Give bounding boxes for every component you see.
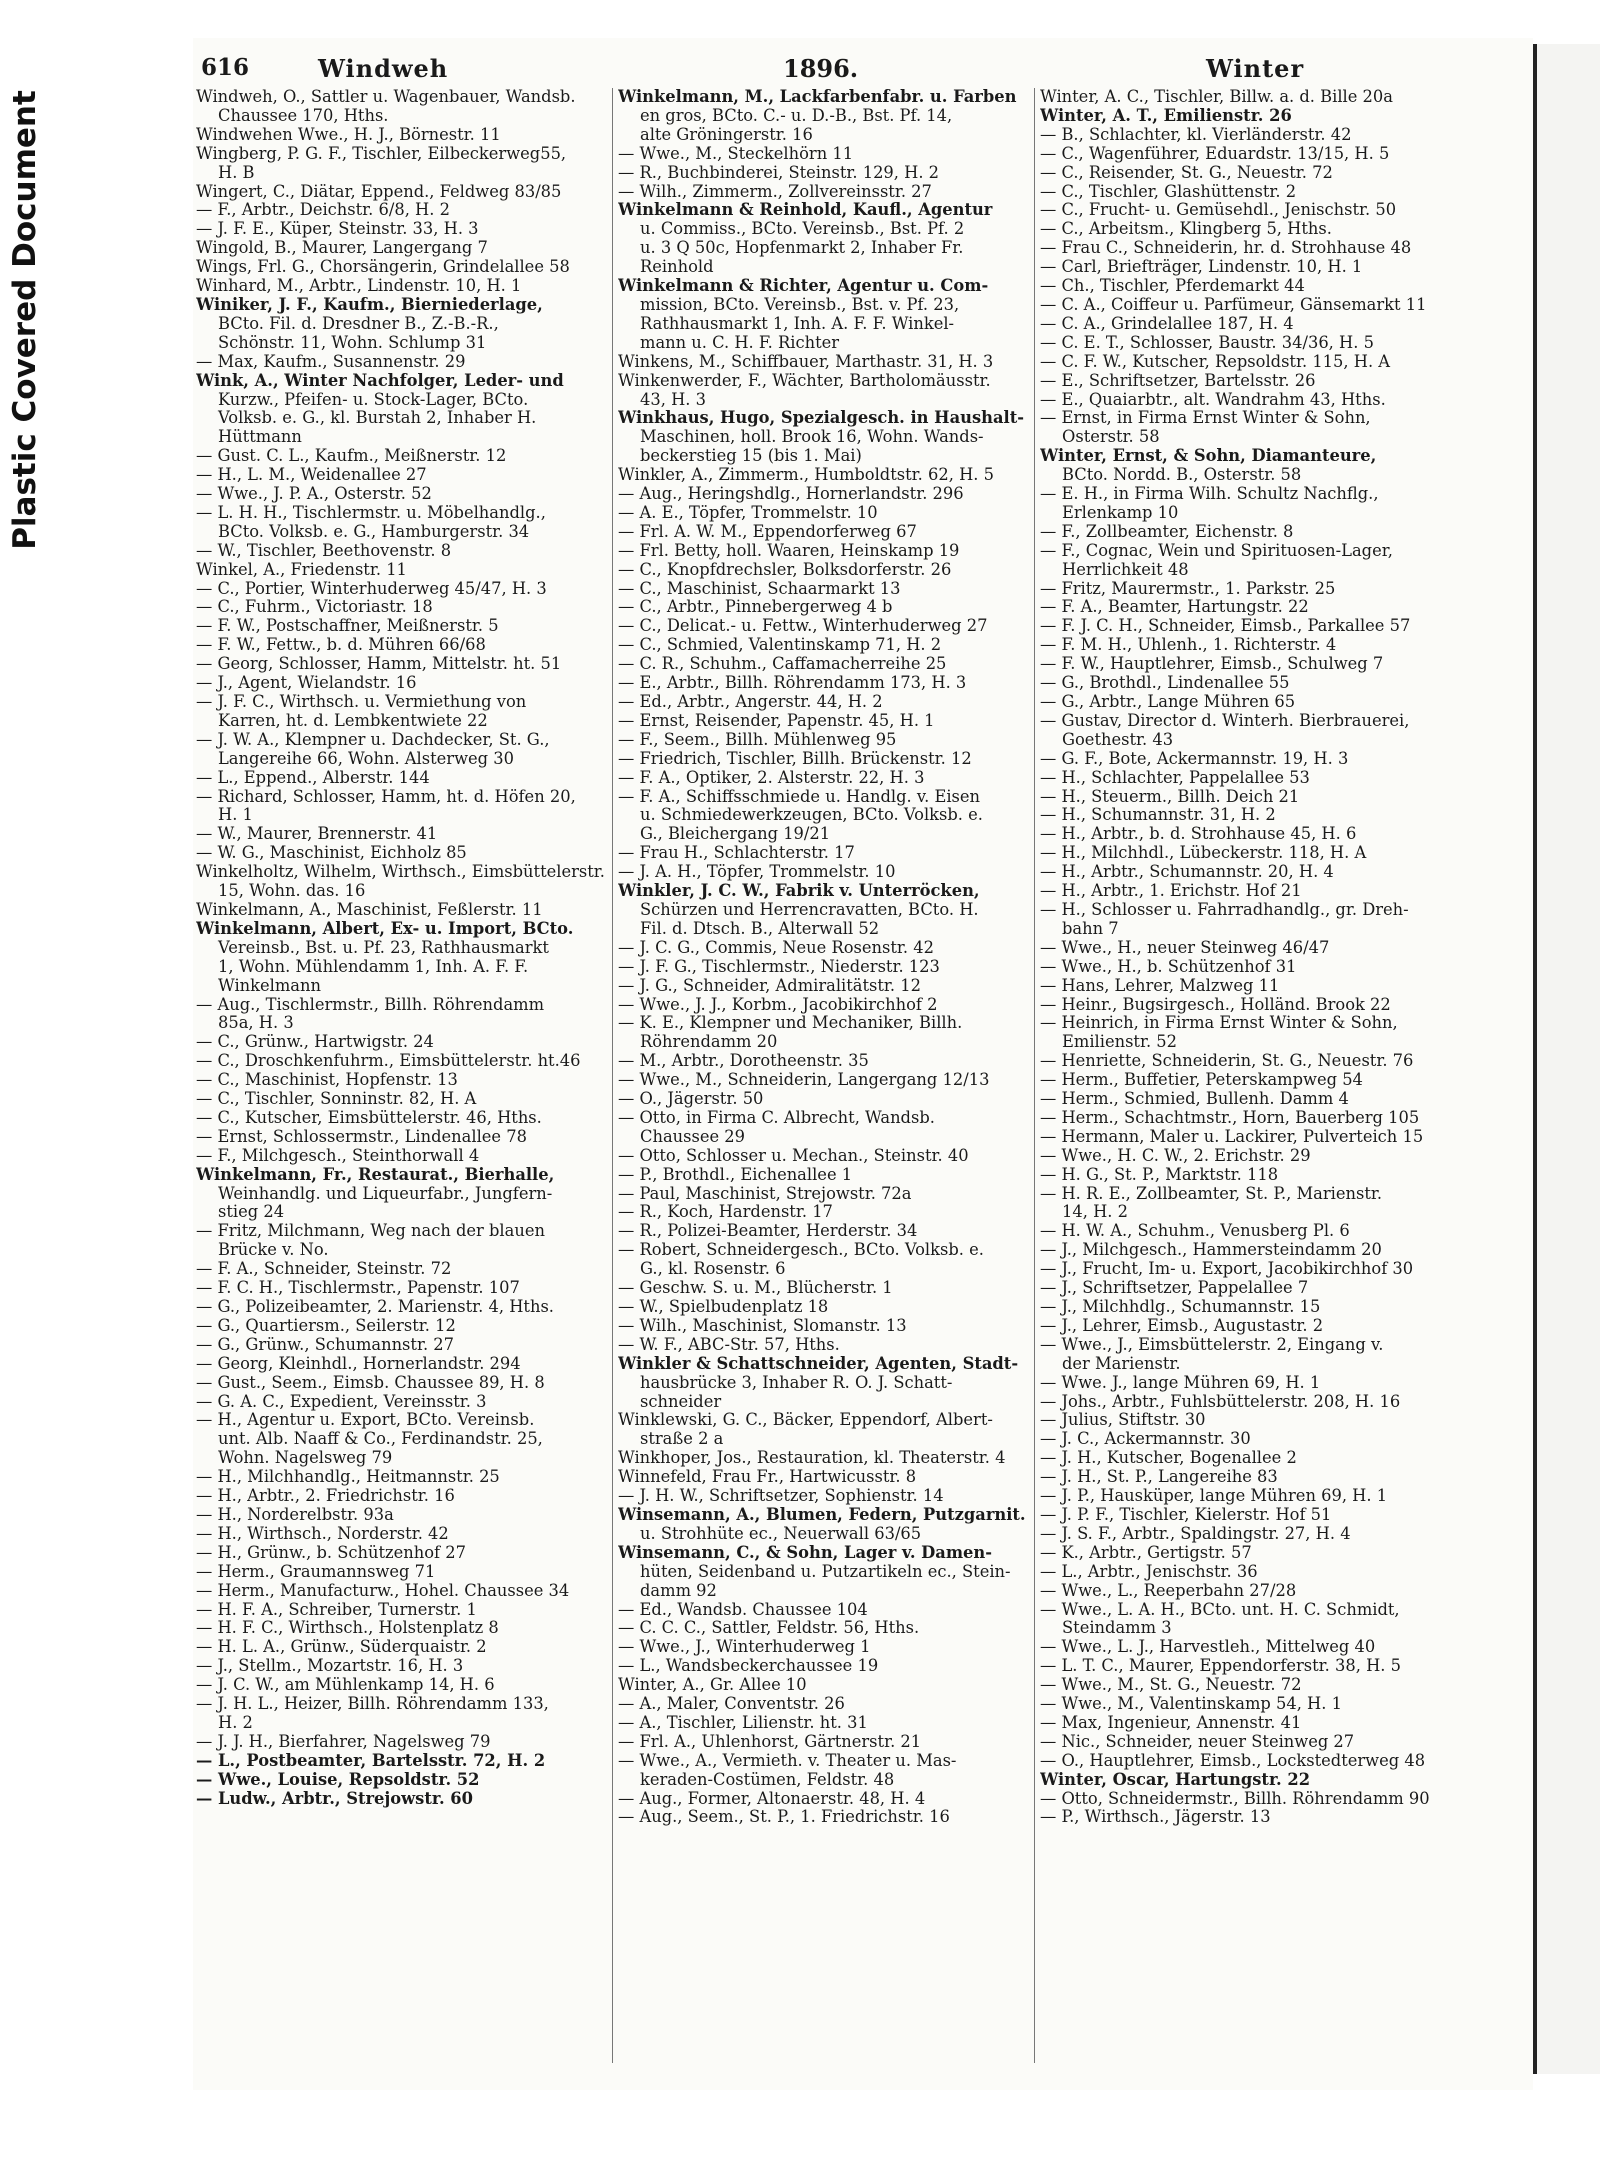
directory-entry-line: Winklewski, G. C., Bäcker, Eppendorf, Albert- bbox=[618, 1411, 993, 1430]
directory-entry-line: BCto. Volksb. e. G., Hamburgerstr. 34 bbox=[218, 522, 530, 541]
directory-entry-line: Winkelmann, A., Maschinist, Feßlerstr. 11 bbox=[196, 900, 543, 919]
directory-entry-line: — Wwe., M., St. G., Neuestr. 72 bbox=[1040, 1676, 1302, 1695]
directory-entry-line: — F. A., Schiffsschmiede u. Handlg. v. Eisen bbox=[618, 787, 981, 806]
directory-entry-line: Steindamm 3 bbox=[1062, 1619, 1172, 1638]
directory-entry-line: — H., Norderelbstr. 93a bbox=[196, 1505, 394, 1524]
directory-entry-line: — J., Agent, Wielandstr. 16 bbox=[196, 674, 417, 693]
directory-entry-line: Winter, Oscar, Hartungstr. 22 bbox=[1040, 1770, 1311, 1789]
directory-entry-line: — Heinr., Bugsirgesch., Holländ. Brook 22 bbox=[1040, 995, 1391, 1014]
directory-entry-line: — Hans, Lehrer, Malzweg 11 bbox=[1040, 976, 1280, 995]
directory-entry-line: — Aug., Heringshdlg., Hornerlandstr. 296 bbox=[618, 485, 964, 504]
directory-entry-line: — R., Koch, Hardenstr. 17 bbox=[618, 1203, 833, 1222]
directory-entry-line: — C., Grünw., Hartwigstr. 24 bbox=[196, 1033, 434, 1052]
directory-entry-line: — Frl. A., Uhlenhorst, Gärtnerstr. 21 bbox=[618, 1732, 922, 1751]
directory-entry-line: — Ernst, in Firma Ernst Winter & Sohn, bbox=[1040, 409, 1371, 428]
directory-column-2 bbox=[618, 88, 1028, 2078]
directory-entry-line: H. B bbox=[218, 163, 255, 182]
directory-entry-line: — C., Maschinist, Schaarmarkt 13 bbox=[618, 579, 901, 598]
directory-entry-line: — W., Spielbudenplatz 18 bbox=[618, 1298, 829, 1316]
directory-entry-line: Chaussee 29 bbox=[640, 1127, 746, 1146]
directory-entry-line: mann u. C. H. F. Richter bbox=[640, 333, 840, 352]
directory-entry-line: damm 92 bbox=[640, 1581, 717, 1600]
directory-entry-line: 1, Wohn. Mühlendamm 1, Inh. A. F. F. bbox=[218, 957, 529, 976]
directory-entry-line: Winnefeld, Frau Fr., Hartwicusstr. 8 bbox=[618, 1468, 917, 1487]
directory-entry-line: — Paul, Maschinist, Strejowstr. 72a bbox=[618, 1184, 912, 1203]
directory-entry-line: — Richard, Schlosser, Hamm, ht. d. Höfen 20, bbox=[196, 787, 576, 806]
directory-entry-line: Wink, A., Winter Nachfolger, Leder- und bbox=[196, 371, 564, 390]
directory-entry-line: — C. A., Grindelallee 187, H. 4 bbox=[1040, 314, 1294, 333]
directory-entry-line: — Fritz, Milchmann, Weg nach der blauen bbox=[196, 1222, 545, 1241]
directory-entry-line: — Frl. A. W. M., Eppendorferweg 67 bbox=[618, 522, 917, 541]
directory-entry-line: — Wilh., Zimmerm., Zollvereinsstr. 27 bbox=[618, 182, 932, 201]
directory-entry-line: Hüttmann bbox=[218, 428, 302, 447]
directory-entry-line: — J. H., St. P., Langereihe 83 bbox=[1040, 1468, 1278, 1487]
directory-entry-line: — C., Portier, Winterhuderweg 45/47, H. 3 bbox=[196, 579, 547, 598]
directory-entry-line: — L. T. C., Maurer, Eppendorferstr. 38, H. 5 bbox=[1040, 1657, 1401, 1676]
directory-entry-line: — K. E., Klempner und Mechaniker, Billh. bbox=[618, 1014, 963, 1033]
directory-entry-line: — H., Schlosser u. Fahrradhandlg., gr. Dreh- bbox=[1040, 900, 1409, 919]
directory-entry-line: Fil. d. Dtsch. B., Alterwall 52 bbox=[640, 919, 880, 938]
directory-entry-line: — C., Droschkenfuhrm., Eimsbüttelerstr. ht.46 bbox=[196, 1052, 581, 1071]
directory-entry-line: — J. C. G., Commis, Neue Rosenstr. 42 bbox=[618, 938, 934, 957]
directory-entry-line: — Wwe., L., Reeperbahn 27/28 bbox=[1040, 1581, 1297, 1600]
directory-entry-line: BCto. Fil. d. Dresdner B., Z.-B.-R., bbox=[218, 314, 499, 333]
directory-entry-line: — H. L. A., Grünw., Süderquaistr. 2 bbox=[196, 1638, 487, 1657]
directory-entry-line: Winiker, J. F., Kaufm., Bierniederlage, bbox=[196, 295, 543, 314]
directory-entry-line: Herrlichkeit 48 bbox=[1062, 560, 1189, 579]
directory-entry-line: — Herm., Buffetier, Peterskampweg 54 bbox=[1040, 1071, 1363, 1090]
directory-entry-line: — L. H. H., Tischlermstr. u. Möbelhandlg., bbox=[196, 503, 546, 522]
directory-entry-line: — H. R. E., Zollbeamter, St. P., Marienstr. bbox=[1040, 1184, 1383, 1203]
directory-entry-line: — J. G., Schneider, Admiralitätstr. 12 bbox=[618, 976, 921, 995]
directory-entry-line: — F., Arbtr., Deichstr. 6/8, H. 2 bbox=[196, 201, 450, 220]
directory-entry-line: — G., Quartiersm., Seilerstr. 12 bbox=[196, 1316, 456, 1335]
page-number: 616 bbox=[201, 54, 250, 81]
facing-page-margin bbox=[1537, 44, 1600, 2074]
directory-entry-line: — Fritz, Maurermstr., 1. Parkstr. 25 bbox=[1040, 579, 1336, 598]
directory-entry-line: — H., Milchhandlg., Heitmannstr. 25 bbox=[196, 1468, 500, 1487]
directory-entry-line: — F., Seem., Billh. Mühlenweg 95 bbox=[618, 730, 897, 749]
directory-entry-line: Vereinsb., Bst. u. Pf. 23, Rathhausmarkt bbox=[218, 938, 549, 957]
directory-entry-line: G., kl. Rosenstr. 6 bbox=[640, 1260, 786, 1279]
directory-entry-line: — Wwe., J. P. A., Osterstr. 52 bbox=[196, 485, 432, 504]
directory-entry-line: — J. H. L., Heizer, Billh. Röhrendamm 133, bbox=[196, 1695, 549, 1714]
directory-entry-line: — W., Tischler, Beethovenstr. 8 bbox=[196, 541, 452, 560]
side-label-text: Plastic Covered Document bbox=[7, 90, 43, 550]
directory-entry-line: — E., Quaiarbtr., alt. Wandrahm 43, Hths. bbox=[1040, 390, 1386, 409]
directory-entry-line: — J. C., Ackermannstr. 30 bbox=[1040, 1430, 1251, 1449]
directory-entry-line: — F., Milchgesch., Steinthorwall 4 bbox=[196, 1146, 480, 1165]
directory-entry-line: Schürzen und Herrencravatten, BCto. H. bbox=[640, 900, 979, 919]
directory-entry-line: Winsemann, C., & Sohn, Lager v. Damen- bbox=[618, 1543, 992, 1562]
directory-entry-line: — Gustav, Director d. Winterh. Bierbrauerei, bbox=[1040, 711, 1410, 730]
directory-entry-line: — E., Schriftsetzer, Bartelsstr. 26 bbox=[1040, 371, 1316, 390]
directory-entry-line: — Gust., Seem., Eimsb. Chaussee 89, H. 8 bbox=[196, 1373, 545, 1392]
directory-entry-line: — W. F., ABC-Str. 57, Hths. bbox=[618, 1335, 840, 1354]
directory-entry-line: — J. S. F., Arbtr., Spaldingstr. 27, H. 4 bbox=[1040, 1524, 1351, 1543]
directory-entry-line: — C. F. W., Kutscher, Repsoldstr. 115, H. A bbox=[1040, 352, 1391, 371]
directory-entry-line: — G. A. C., Expedient, Vereinsstr. 3 bbox=[196, 1392, 487, 1411]
directory-entry-line: — Friedrich, Tischler, Billh. Brückenstr. 12 bbox=[618, 749, 972, 768]
directory-column-1 bbox=[196, 88, 606, 2078]
directory-entry-line: — Wwe., L. A. H., BCto. unt. H. C. Schmidt, bbox=[1040, 1600, 1400, 1619]
directory-entry-line: — Wwe., J., Eimsbüttelerstr. 2, Eingang v. bbox=[1040, 1335, 1384, 1354]
directory-entry-line: 14, H. 2 bbox=[1062, 1203, 1128, 1222]
directory-entry-line: Weinhandlg. und Liqueurfabr., Jungfern- bbox=[218, 1184, 553, 1203]
directory-entry-line: Winter, A., Gr. Allee 10 bbox=[618, 1676, 807, 1695]
directory-entry-line: — J. P. F., Tischler, Kielerstr. Hof 51 bbox=[1040, 1505, 1332, 1524]
directory-entry-line: — Wwe., M., Valentinskamp 54, H. 1 bbox=[1040, 1695, 1342, 1714]
directory-entry-line: — J. W. A., Klempner u. Dachdecker, St. G., bbox=[196, 730, 550, 749]
directory-entry-line: — Wwe., Louise, Repsoldstr. 52 bbox=[196, 1770, 480, 1789]
directory-entry-line: — R., Polizei-Beamter, Herderstr. 34 bbox=[618, 1222, 918, 1241]
directory-entry-line: — A., Maler, Conventstr. 26 bbox=[618, 1695, 845, 1714]
directory-entry-line: beckerstieg 15 (bis 1. Mai) bbox=[640, 447, 862, 466]
directory-entry-line: — C. E. T., Schlosser, Baustr. 34/36, H. 5 bbox=[1040, 333, 1374, 352]
directory-entry-line: — C., Frucht- u. Gemüsehdl., Jenischstr. 50 bbox=[1040, 201, 1397, 220]
directory-entry-line: straße 2 a bbox=[640, 1430, 724, 1449]
directory-entry-line: Winkelmann & Reinhold, Kaufl., Agentur bbox=[618, 201, 993, 220]
directory-entry-line: — C., Reisender, St. G., Neuestr. 72 bbox=[1040, 163, 1333, 182]
directory-entry-line: — F. W., Postschaffner, Meißnerstr. 5 bbox=[196, 617, 499, 636]
directory-entry-line: — Robert, Schneidergesch., BCto. Volksb. e. bbox=[618, 1241, 984, 1260]
directory-entry-line: — Aug., Tischlermstr., Billh. Röhrendamm bbox=[196, 995, 545, 1014]
directory-entry-line: — E. H., in Firma Wilh. Schultz Nachflg., bbox=[1040, 485, 1379, 504]
directory-entry-line: — Ed., Arbtr., Angerstr. 44, H. 2 bbox=[618, 693, 883, 711]
directory-entry-line: u. Strohhüte ec., Neuerwall 63/65 bbox=[640, 1524, 922, 1543]
directory-entry-line: — W. G., Maschinist, Eichholz 85 bbox=[196, 844, 467, 863]
directory-entry-line: — C., Arbtr., Pinnebergerweg 4 b bbox=[618, 598, 893, 617]
directory-entry-line: — F. A., Beamter, Hartungstr. 22 bbox=[1040, 598, 1309, 617]
directory-entry-line: — H., Agentur u. Export, BCto. Vereinsb. bbox=[196, 1411, 535, 1430]
directory-entry-line: — J., Schriftsetzer, Pappelallee 7 bbox=[1040, 1279, 1309, 1298]
directory-entry-line: Winkenwerder, F., Wächter, Bartholomäusstr. bbox=[618, 371, 991, 390]
header-catchword-left: Windweh bbox=[318, 54, 449, 83]
directory-entry-line: Kurzw., Pfeifen- u. Stock-Lager, BCto. bbox=[218, 390, 529, 409]
directory-entry-line: — J., Milchhdlg., Schumannstr. 15 bbox=[1040, 1298, 1321, 1316]
directory-entry-line: Winkelmann, Albert, Ex- u. Import, BCto. bbox=[196, 919, 574, 938]
directory-entry-line: Winhard, M., Arbtr., Lindenstr. 10, H. 1 bbox=[196, 277, 522, 296]
directory-entry-line: Volksb. e. G., kl. Burstah 2, Inhaber H. bbox=[218, 409, 537, 428]
directory-entry-line: Winkens, M., Schiffbauer, Marthastr. 31, H. 3 bbox=[618, 352, 994, 371]
directory-entry-line: — H., Schumannstr. 31, H. 2 bbox=[1040, 806, 1276, 825]
directory-entry-line: — Hermann, Maler u. Lackirer, Pulverteich 15 bbox=[1040, 1127, 1424, 1146]
directory-entry-line: 15, Wohn. das. 16 bbox=[218, 882, 366, 901]
directory-entry-line: — M., Arbtr., Dorotheenstr. 35 bbox=[618, 1052, 869, 1071]
directory-entry-line: — Henriette, Schneiderin, St. G., Neuestr. 76 bbox=[1040, 1052, 1414, 1071]
directory-entry-line: — J., Frucht, Im- u. Export, Jacobikirchhof 30 bbox=[1040, 1260, 1414, 1279]
directory-entry-line: — Max, Ingenieur, Annenstr. 41 bbox=[1040, 1713, 1302, 1732]
directory-entry-line: en gros, BCto. C.- u. D.-B., Bst. Pf. 14, bbox=[640, 106, 953, 125]
directory-entry-line: 43, H. 3 bbox=[640, 390, 706, 409]
directory-entry-line: — H., Arbtr., 2. Friedrichstr. 16 bbox=[196, 1487, 455, 1506]
directory-entry-line: — P., Wirthsch., Jägerstr. 13 bbox=[1040, 1808, 1271, 1827]
directory-entry-line: — Julius, Stiftstr. 30 bbox=[1040, 1411, 1206, 1430]
directory-entry-line: — J. F. G., Tischlermstr., Niederstr. 123 bbox=[618, 957, 940, 976]
directory-entry-line: H. 2 bbox=[218, 1713, 253, 1732]
directory-entry-line: — G. F., Bote, Ackermannstr. 19, H. 3 bbox=[1040, 749, 1349, 768]
directory-entry-line: Wohn. Nagelsweg 79 bbox=[218, 1449, 393, 1468]
directory-entry-line: — G., Brothdl., Lindenallee 55 bbox=[1040, 674, 1290, 693]
directory-entry-line: — F., Cognac, Wein und Spirituosen-Lager, bbox=[1040, 541, 1393, 560]
directory-entry-line: — Wwe., L. J., Harvestleh., Mittelweg 40 bbox=[1040, 1638, 1376, 1657]
header-catchword-right: Winter bbox=[1206, 54, 1305, 83]
directory-entry-line: — H., Grünw., b. Schützenhof 27 bbox=[196, 1543, 466, 1562]
directory-entry-line: hausbrücke 3, Inhaber R. O. J. Schatt- bbox=[640, 1373, 953, 1392]
directory-entry-line: Winter, Ernst, & Sohn, Diamanteure, bbox=[1040, 447, 1377, 466]
directory-entry-line: — Herm., Manufacturw., Hohel. Chaussee 34 bbox=[196, 1581, 570, 1600]
directory-entry-line: — Heinrich, in Firma Ernst Winter & Sohn, bbox=[1040, 1014, 1398, 1033]
directory-entry-line: — Wwe., H., b. Schützenhof 31 bbox=[1040, 957, 1297, 976]
directory-entry-line: — Wwe., M., Schneiderin, Langergang 12/13 bbox=[618, 1071, 990, 1090]
directory-entry-line: — Wilh., Maschinist, Slomanstr. 13 bbox=[618, 1316, 907, 1335]
directory-entry-line: — J. P., Hausküper, lange Mühren 69, H. 1 bbox=[1040, 1487, 1388, 1506]
directory-entry-line: bahn 7 bbox=[1062, 919, 1119, 938]
directory-entry-line: Winkhoper, Jos., Restauration, kl. Theaterstr. 4 bbox=[618, 1449, 1006, 1468]
directory-entry-line: — O., Jägerstr. 50 bbox=[618, 1090, 764, 1109]
directory-entry-line: Winter, A. C., Tischler, Billw. a. d. Bille 20a bbox=[1040, 88, 1393, 106]
directory-entry-line: Winkelmann, Fr., Restaurat., Bierhalle, bbox=[196, 1165, 555, 1184]
directory-entry-line: — K., Arbtr., Gertigstr. 57 bbox=[1040, 1543, 1252, 1562]
directory-entry-line: — G., Polizeibeamter, 2. Marienstr. 4, Hths. bbox=[196, 1298, 554, 1316]
directory-entry-line: — Gust. C. L., Kaufm., Meißnerstr. 12 bbox=[196, 447, 507, 466]
directory-entry-line: — J. H. W., Schriftsetzer, Sophienstr. 14 bbox=[618, 1487, 944, 1506]
directory-entry-line: Winsemann, A., Blumen, Federn, Putzgarnit. bbox=[618, 1505, 1026, 1524]
directory-entry-line: Emilienstr. 52 bbox=[1062, 1033, 1178, 1052]
directory-entry-line: — C., Knopfdrechsler, Bolksdorferstr. 26 bbox=[618, 560, 952, 579]
directory-entry-line: — Ed., Wandsb. Chaussee 104 bbox=[618, 1600, 868, 1619]
directory-entry-line: BCto. Nordd. B., Osterstr. 58 bbox=[1062, 466, 1302, 485]
directory-entry-line: — G., Arbtr., Lange Mühren 65 bbox=[1040, 693, 1296, 711]
directory-entry-line: Wingold, B., Maurer, Langergang 7 bbox=[196, 239, 488, 258]
directory-entry-line: — H., L. M., Weidenallee 27 bbox=[196, 466, 427, 485]
directory-entry-line: — Frl. Betty, holl. Waaren, Heinskamp 19 bbox=[618, 541, 960, 560]
directory-entry-line: Windwehen Wwe., H. J., Börnestr. 11 bbox=[196, 125, 501, 144]
directory-entry-line: — Wwe., M., Steckelhörn 11 bbox=[618, 144, 854, 163]
directory-entry-line: — Wwe., H., neuer Steinweg 46/47 bbox=[1040, 938, 1330, 957]
directory-entry-line: — P., Brothdl., Eichenallee 1 bbox=[618, 1165, 853, 1184]
directory-entry-line: unt. Alb. Naaff & Co., Ferdinandstr. 25, bbox=[218, 1430, 543, 1449]
directory-entry-line: — C., Maschinist, Hopfenstr. 13 bbox=[196, 1071, 458, 1090]
directory-entry-line: Winkelmann & Richter, Agentur u. Com- bbox=[618, 277, 989, 296]
directory-entry-line: Reinhold bbox=[640, 258, 714, 277]
directory-entry-line: mission, BCto. Vereinsb., Bst. v. Pf. 23, bbox=[640, 295, 960, 314]
directory-entry-line: — A. E., Töpfer, Trommelstr. 10 bbox=[618, 503, 878, 522]
directory-entry-line: — Herm., Schachtmstr., Horn, Bauerberg 105 bbox=[1040, 1108, 1420, 1127]
directory-entry-line: — H. F. A., Schreiber, Turnerstr. 1 bbox=[196, 1600, 477, 1619]
directory-entry-line: schneider bbox=[640, 1392, 722, 1411]
directory-entry-line: — Otto, Schneidermstr., Billh. Röhrendamm 90 bbox=[1040, 1789, 1430, 1808]
directory-entry-line: Rathhausmarkt 1, Inh. A. F. F. Winkel- bbox=[640, 314, 955, 333]
directory-entry-line: — Georg, Schlosser, Hamm, Mittelstr. ht. 51 bbox=[196, 655, 562, 674]
directory-entry-line: Winkelmann bbox=[218, 976, 321, 995]
directory-entry-line: Winkelholtz, Wilhelm, Wirthsch., Eimsbüttelerstr. bbox=[196, 863, 605, 882]
directory-entry-line: Wingert, C., Diätar, Eppend., Feldweg 83/85 bbox=[196, 182, 562, 201]
directory-entry-line: — Max, Kaufm., Susannenstr. 29 bbox=[196, 352, 466, 371]
directory-entry-line: Wingberg, P. G. F., Tischler, Eilbeckerweg55, bbox=[196, 144, 567, 163]
directory-entry-line: stieg 24 bbox=[218, 1203, 285, 1222]
directory-entry-line: Schönstr. 11, Wohn. Schlump 31 bbox=[218, 333, 487, 352]
directory-entry-line: — Wwe., J., Winterhuderweg 1 bbox=[618, 1638, 871, 1657]
directory-entry-line: — J. H., Kutscher, Bogenallee 2 bbox=[1040, 1449, 1297, 1468]
directory-entry-line: H. 1 bbox=[218, 806, 253, 825]
directory-entry-line: Windweh, O., Sattler u. Wagenbauer, Wandsb. bbox=[196, 88, 576, 106]
directory-entry-line: — J., Milchgesch., Hammersteindamm 20 bbox=[1040, 1241, 1382, 1260]
directory-entry-line: — J. A. H., Töpfer, Trommelstr. 10 bbox=[618, 863, 896, 882]
directory-entry-line: Winkler, J. C. W., Fabrik v. Unterröcken, bbox=[618, 882, 980, 901]
directory-entry-line: — H., Arbtr., 1. Erichstr. Hof 21 bbox=[1040, 882, 1302, 901]
directory-entry-line: keraden-Costümen, Feldstr. 48 bbox=[640, 1770, 895, 1789]
directory-entry-line: — Johs., Arbtr., Fuhlsbüttelerstr. 208, H. 16 bbox=[1040, 1392, 1401, 1411]
directory-entry-line: — H., Steuerm., Billh. Deich 21 bbox=[1040, 787, 1300, 806]
directory-entry-line: — Aug., Former, Altonaerstr. 48, H. 4 bbox=[618, 1789, 926, 1808]
directory-entry-line: Langereihe 66, Wohn. Alsterweg 30 bbox=[218, 749, 514, 768]
directory-entry-line: — J., Lehrer, Eimsb., Augustastr. 2 bbox=[1040, 1316, 1324, 1335]
directory-entry-line: Röhrendamm 20 bbox=[640, 1033, 778, 1052]
directory-entry-line: — C. C. C., Sattler, Feldstr. 56, Hths. bbox=[618, 1619, 920, 1638]
directory-entry-line: — J. C. W., am Mühlenkamp 14, H. 6 bbox=[196, 1676, 495, 1695]
directory-entry-line: — F. A., Optiker, 2. Alsterstr. 22, H. 3 bbox=[618, 768, 925, 787]
directory-entry-line: — H. W. A., Schuhm., Venusberg Pl. 6 bbox=[1040, 1222, 1350, 1241]
directory-entry-line: — C., Delicat.- u. Fettw., Winterhuderweg 27 bbox=[618, 617, 988, 636]
directory-entry-line: — Ernst, Reisender, Papenstr. 45, H. 1 bbox=[618, 711, 935, 730]
directory-entry-line: — J. J. H., Bierfahrer, Nagelsweg 79 bbox=[196, 1732, 491, 1751]
directory-entry-line: alte Gröningerstr. 16 bbox=[640, 125, 813, 144]
directory-entry-line: Winkelmann, M., Lackfarbenfabr. u. Farben bbox=[618, 88, 1017, 106]
directory-entry-line: — J., Stellm., Mozartstr. 16, H. 3 bbox=[196, 1657, 464, 1676]
directory-entry-line: — C., Wagenführer, Eduardstr. 13/15, H. 5 bbox=[1040, 144, 1390, 163]
directory-entry-line: — C. A., Coiffeur u. Parfümeur, Gänsemarkt 11 bbox=[1040, 295, 1427, 314]
directory-entry-line: — F. M. H., Uhlenh., 1. Richterstr. 4 bbox=[1040, 636, 1337, 655]
directory-entry-line: — Geschw. S. u. M., Blücherstr. 1 bbox=[618, 1279, 893, 1298]
directory-entry-line: — B., Schlachter, kl. Vierländerstr. 42 bbox=[1040, 125, 1352, 144]
directory-entry-line: Winkel, A., Friedenstr. 11 bbox=[196, 560, 407, 579]
directory-entry-line: Winter, A. T., Emilienstr. 26 bbox=[1040, 106, 1292, 125]
directory-entry-line: — Wwe. J., lange Mühren 69, H. 1 bbox=[1040, 1373, 1321, 1392]
directory-entry-line: — Ludw., Arbtr., Strejowstr. 60 bbox=[196, 1789, 473, 1808]
directory-entry-line: Goethestr. 43 bbox=[1062, 730, 1174, 749]
directory-entry-line: — L., Eppend., Alberstr. 144 bbox=[196, 768, 430, 787]
directory-entry-line: Brücke v. No. bbox=[218, 1241, 329, 1260]
directory-entry-line: Winkhaus, Hugo, Spezialgesch. in Haushalt- bbox=[618, 409, 1024, 428]
directory-entry-line: — Otto, Schlosser u. Mechan., Steinstr. 40 bbox=[618, 1146, 969, 1165]
directory-entry-line: — O., Hauptlehrer, Eimsb., Lockstedterweg 48 bbox=[1040, 1751, 1426, 1770]
directory-entry-line: — F. J. C. H., Schneider, Eimsb., Parkallee 57 bbox=[1040, 617, 1411, 636]
directory-entry-line: Maschinen, holl. Brook 16, Wohn. Wands- bbox=[640, 428, 984, 447]
directory-entry-line: — R., Buchbinderei, Steinstr. 129, H. 2 bbox=[618, 163, 940, 182]
directory-entry-line: — C., Fuhrm., Victoriastr. 18 bbox=[196, 598, 433, 617]
directory-entry-line: — H., Schlachter, Pappelallee 53 bbox=[1040, 768, 1310, 787]
directory-entry-line: Wings, Frl. G., Chorsängerin, Grindelallee 58 bbox=[196, 258, 570, 277]
directory-entry-line: — F. A., Schneider, Steinstr. 72 bbox=[196, 1260, 452, 1279]
directory-entry-line: — H., Wirthsch., Norderstr. 42 bbox=[196, 1524, 449, 1543]
directory-entry-line: Karren, ht. d. Lembkentwiete 22 bbox=[218, 711, 488, 730]
directory-entry-line: u. Schmiedewerkzeugen, BCto. Volksb. e. bbox=[640, 806, 983, 825]
directory-entry-line: — Frau H., Schlachterstr. 17 bbox=[618, 844, 855, 863]
directory-entry-line: — C., Schmied, Valentinskamp 71, H. 2 bbox=[618, 636, 942, 655]
directory-entry-line: — Herm., Graumannsweg 71 bbox=[196, 1562, 436, 1581]
directory-entry-line: — C., Tischler, Glashüttenstr. 2 bbox=[1040, 182, 1297, 201]
directory-entry-line: — J. F. E., Küper, Steinstr. 33, H. 3 bbox=[196, 220, 479, 239]
directory-entry-line: G., Bleichergang 19/21 bbox=[640, 825, 831, 844]
directory-entry-line: — F., Zollbeamter, Eichenstr. 8 bbox=[1040, 522, 1294, 541]
directory-entry-line: — Nic., Schneider, neuer Steinweg 27 bbox=[1040, 1732, 1355, 1751]
directory-entry-line: Osterstr. 58 bbox=[1062, 428, 1160, 447]
directory-entry-line: hüten, Seidenband u. Putzartikeln ec., Stein- bbox=[640, 1562, 1011, 1581]
directory-entry-line: — H., Arbtr., b. d. Strohhause 45, H. 6 bbox=[1040, 825, 1357, 844]
directory-entry-line: — Otto, in Firma C. Albrecht, Wandsb. bbox=[618, 1108, 935, 1127]
header-year: 1896. bbox=[783, 54, 859, 83]
directory-entry-line: — F. W., Fettw., b. d. Mühren 66/68 bbox=[196, 636, 486, 655]
column-rule bbox=[612, 88, 613, 2063]
directory-entry-line: u. Commiss., BCto. Vereinsb., Bst. Pf. 2 bbox=[640, 220, 965, 239]
directory-entry-line: — L., Arbtr., Jenischstr. 36 bbox=[1040, 1562, 1258, 1581]
directory-entry-line: — H., Arbtr., Schumannstr. 20, H. 4 bbox=[1040, 863, 1334, 882]
directory-entry-line: Winkler, A., Zimmerm., Humboldtstr. 62, H. 5 bbox=[618, 466, 994, 485]
directory-entry-line: — Aug., Seem., St. P., 1. Friedrichstr. 16 bbox=[618, 1808, 950, 1827]
directory-entry-line: u. 3 Q 50c, Hopfenmarkt 2, Inhaber Fr. bbox=[640, 239, 964, 258]
directory-entry-line: — Georg, Kleinhdl., Hornerlandstr. 294 bbox=[196, 1354, 521, 1373]
directory-entry-line: Winkler & Schattschneider, Agenten, Stadt- bbox=[618, 1354, 1019, 1373]
directory-entry-line: — Ch., Tischler, Pferdemarkt 44 bbox=[1040, 277, 1305, 296]
directory-entry-line: — Wwe., A., Vermieth. v. Theater u. Mas- bbox=[618, 1751, 957, 1770]
directory-entry-line: — Carl, Briefträger, Lindenstr. 10, H. 1 bbox=[1040, 258, 1363, 277]
side-label bbox=[0, 0, 50, 640]
directory-entry-line: 85a, H. 3 bbox=[218, 1014, 294, 1033]
directory-entry-line: — H., Milchhdl., Lübeckerstr. 118, H. A bbox=[1040, 844, 1367, 863]
directory-entry-line: — J. F. C., Wirthsch. u. Vermiethung von bbox=[196, 693, 527, 711]
directory-entry-line: Erlenkamp 10 bbox=[1062, 503, 1179, 522]
directory-entry-line: — L., Postbeamter, Bartelsstr. 72, H. 2 bbox=[196, 1751, 546, 1770]
directory-entry-line: — C., Arbeitsm., Klingberg 5, Hths. bbox=[1040, 220, 1332, 239]
directory-entry-line: Chaussee 170, Hths. bbox=[218, 106, 389, 125]
directory-entry-line: — F. C. H., Tischlermstr., Papenstr. 107 bbox=[196, 1279, 520, 1298]
directory-entry-line: — E., Arbtr., Billh. Röhrendamm 173, H. 3 bbox=[618, 674, 967, 693]
directory-entry-line: — H. G., St. P., Marktstr. 118 bbox=[1040, 1165, 1279, 1184]
directory-entry-line: — Ernst, Schlossermstr., Lindenallee 78 bbox=[196, 1127, 527, 1146]
directory-entry-line: — Wwe., H. C. W., 2. Erichstr. 29 bbox=[1040, 1146, 1311, 1165]
directory-column-3 bbox=[1040, 88, 1450, 2078]
directory-entry-line: — H. F. C., Wirthsch., Holstenplatz 8 bbox=[196, 1619, 499, 1638]
directory-entry-line: — F. W., Hauptlehrer, Eimsb., Schulweg 7 bbox=[1040, 655, 1384, 674]
column-rule bbox=[1034, 88, 1035, 2063]
directory-entry-line: — A., Tischler, Lilienstr. ht. 31 bbox=[618, 1713, 868, 1732]
directory-entry-line: — C., Kutscher, Eimsbüttelerstr. 46, Hths. bbox=[196, 1108, 542, 1127]
directory-entry-line: der Marienstr. bbox=[1062, 1354, 1181, 1373]
directory-entry-line: — L., Wandsbeckerchaussee 19 bbox=[618, 1657, 879, 1676]
directory-entry-line: — C., Tischler, Sonninstr. 82, H. A bbox=[196, 1090, 477, 1109]
directory-entry-line: — G., Grünw., Schumannstr. 27 bbox=[196, 1335, 455, 1354]
directory-entry-line: — Frau C., Schneiderin, hr. d. Strohhause 48 bbox=[1040, 239, 1412, 258]
directory-entry-line: — Herm., Schmied, Bullenh. Damm 4 bbox=[1040, 1090, 1349, 1109]
directory-entry-line: — C. R., Schuhm., Caffamacherreihe 25 bbox=[618, 655, 947, 674]
directory-entry-line: — Wwe., J. J., Korbm., Jacobikirchhof 2 bbox=[618, 995, 938, 1014]
directory-entry-line: — W., Maurer, Brennerstr. 41 bbox=[196, 825, 438, 844]
